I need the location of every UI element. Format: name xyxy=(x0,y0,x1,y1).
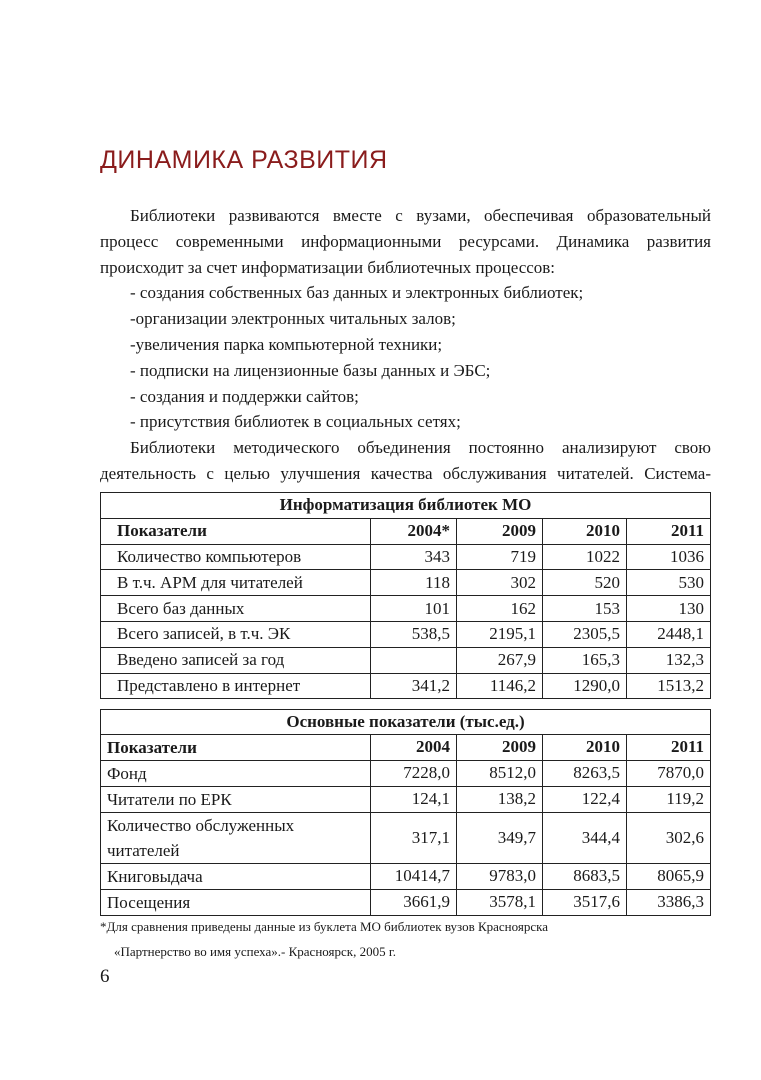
table-cell: 1290,0 xyxy=(543,673,627,699)
table-cell xyxy=(371,647,457,673)
table-cell: 538,5 xyxy=(371,621,457,647)
row-label: Введено записей за год xyxy=(101,647,371,673)
table-cell: 2195,1 xyxy=(457,621,543,647)
table-cell: 1022 xyxy=(543,544,627,570)
table-cell: 3661,9 xyxy=(371,889,457,915)
table-cell: 119,2 xyxy=(627,786,711,812)
table-row xyxy=(101,889,711,915)
row-label: Всего баз данных xyxy=(101,596,371,622)
row-label: В т.ч. АРМ для читателей xyxy=(101,570,371,596)
table-caption: Основные показатели (тыс.ед.) xyxy=(101,710,711,735)
table-row xyxy=(101,673,711,699)
header-cell: 2010 xyxy=(543,518,627,544)
table-cell: 122,4 xyxy=(543,786,627,812)
table-cell: 130 xyxy=(627,596,711,622)
table-cell: 2305,5 xyxy=(543,621,627,647)
table-cell: 349,7 xyxy=(457,812,543,863)
table-cell: 7870,0 xyxy=(627,760,711,786)
table-cell: 138,2 xyxy=(457,786,543,812)
list-item: -организации электронных читальных залов; xyxy=(130,309,456,329)
table-cell: 153 xyxy=(543,596,627,622)
table-row xyxy=(101,570,711,596)
footnote-line: *Для сравнения приведены данные из буклета МО библиотек вузов Красноярска xyxy=(100,919,549,934)
table-cell: 302,6 xyxy=(627,812,711,863)
page-heading: ДИНАМИКА РАЗВИТИЯ xyxy=(100,146,388,174)
list-item: - создания собственных баз данных и электронных библиотек; xyxy=(130,283,584,303)
header-cell: Показатели xyxy=(101,518,371,544)
table-cell: 719 xyxy=(457,544,543,570)
table-cell: 317,1 xyxy=(371,812,457,863)
bullet-list xyxy=(100,280,711,435)
table-cell: 344,4 xyxy=(543,812,627,863)
table-cell: 132,3 xyxy=(627,647,711,673)
informatization-table xyxy=(100,492,711,699)
row-label: Фонд xyxy=(101,760,371,786)
table-cell: 1036 xyxy=(627,544,711,570)
table-cell: 118 xyxy=(371,570,457,596)
table-cell: 341,2 xyxy=(371,673,457,699)
table-cell: 3517,6 xyxy=(543,889,627,915)
table-cell: 343 xyxy=(371,544,457,570)
page-number: 6 xyxy=(100,966,110,987)
body-text xyxy=(100,203,711,487)
header-cell: 2004 xyxy=(371,734,457,760)
footnote-line: «Партнерство во имя успеха».- Красноярск, 2005 г. xyxy=(114,944,396,959)
table-row xyxy=(101,786,711,812)
table-cell: 10414,7 xyxy=(371,863,457,889)
intro-paragraph: Библиотеки развиваются вместе с вузами, обеспечивая образовательный процесс современными информационными ресурсами. Динамика развития происходит за счет информатизации библиотечных процессов: xyxy=(100,206,711,277)
table-row xyxy=(101,596,711,622)
list-item: - создания и поддержки сайтов; xyxy=(130,386,359,406)
main-indicators-table xyxy=(100,709,711,916)
table-row xyxy=(101,863,711,889)
header-cell: 2004* xyxy=(371,518,457,544)
table-cell: 8065,9 xyxy=(627,863,711,889)
table-cell: 8263,5 xyxy=(543,760,627,786)
table-header-row xyxy=(101,734,711,760)
table-cell: 520 xyxy=(543,570,627,596)
table-cell: 8512,0 xyxy=(457,760,543,786)
header-cell: 2010 xyxy=(543,734,627,760)
table-header-row xyxy=(101,518,711,544)
table-cell: 101 xyxy=(371,596,457,622)
table-cell: 162 xyxy=(457,596,543,622)
header-cell: 2009 xyxy=(457,734,543,760)
table-cell: 124,1 xyxy=(371,786,457,812)
table-row xyxy=(101,647,711,673)
table-caption: Информатизация библиотек МО xyxy=(101,493,711,519)
table-cell: 9783,0 xyxy=(457,863,543,889)
table-cell: 1146,2 xyxy=(457,673,543,699)
table-row xyxy=(101,812,711,863)
row-label: Посещения xyxy=(101,889,371,915)
table-cell: 3578,1 xyxy=(457,889,543,915)
header-cell: Показатели xyxy=(101,734,371,760)
table-cell: 2448,1 xyxy=(627,621,711,647)
row-label: Количество компьютеров xyxy=(101,544,371,570)
header-cell: 2009 xyxy=(457,518,543,544)
footnote xyxy=(100,914,720,964)
table-cell: 165,3 xyxy=(543,647,627,673)
header-cell: 2011 xyxy=(627,734,711,760)
row-label: Представлено в интернет xyxy=(101,673,371,699)
row-label: Читатели по ЕРК xyxy=(101,786,371,812)
table-cell: 267,9 xyxy=(457,647,543,673)
table-cell: 3386,3 xyxy=(627,889,711,915)
table-row xyxy=(101,621,711,647)
table-cell: 1513,2 xyxy=(627,673,711,699)
table-row xyxy=(101,544,711,570)
list-item: - присутствия библиотек в социальных сетях; xyxy=(130,412,461,432)
list-item: -увеличения парка компьютерной техники; xyxy=(130,334,443,354)
table-cell: 530 xyxy=(627,570,711,596)
table-cell: 7228,0 xyxy=(371,760,457,786)
list-item: - подписки на лицензионные базы данных и ЭБС; xyxy=(130,360,491,380)
row-label: Количество обслуженных читателей xyxy=(101,812,371,863)
row-label: Всего записей, в т.ч. ЭК xyxy=(101,621,371,647)
row-label: Книговыдача xyxy=(101,863,371,889)
table-cell: 8683,5 xyxy=(543,863,627,889)
table-cell: 302 xyxy=(457,570,543,596)
closing-paragraph: Библиотеки методического объединения постоянно анализируют свою деятельность с целью улучшения качества обслуживания читателей. Система- xyxy=(100,438,711,483)
table-row xyxy=(101,760,711,786)
header-cell: 2011 xyxy=(627,518,711,544)
